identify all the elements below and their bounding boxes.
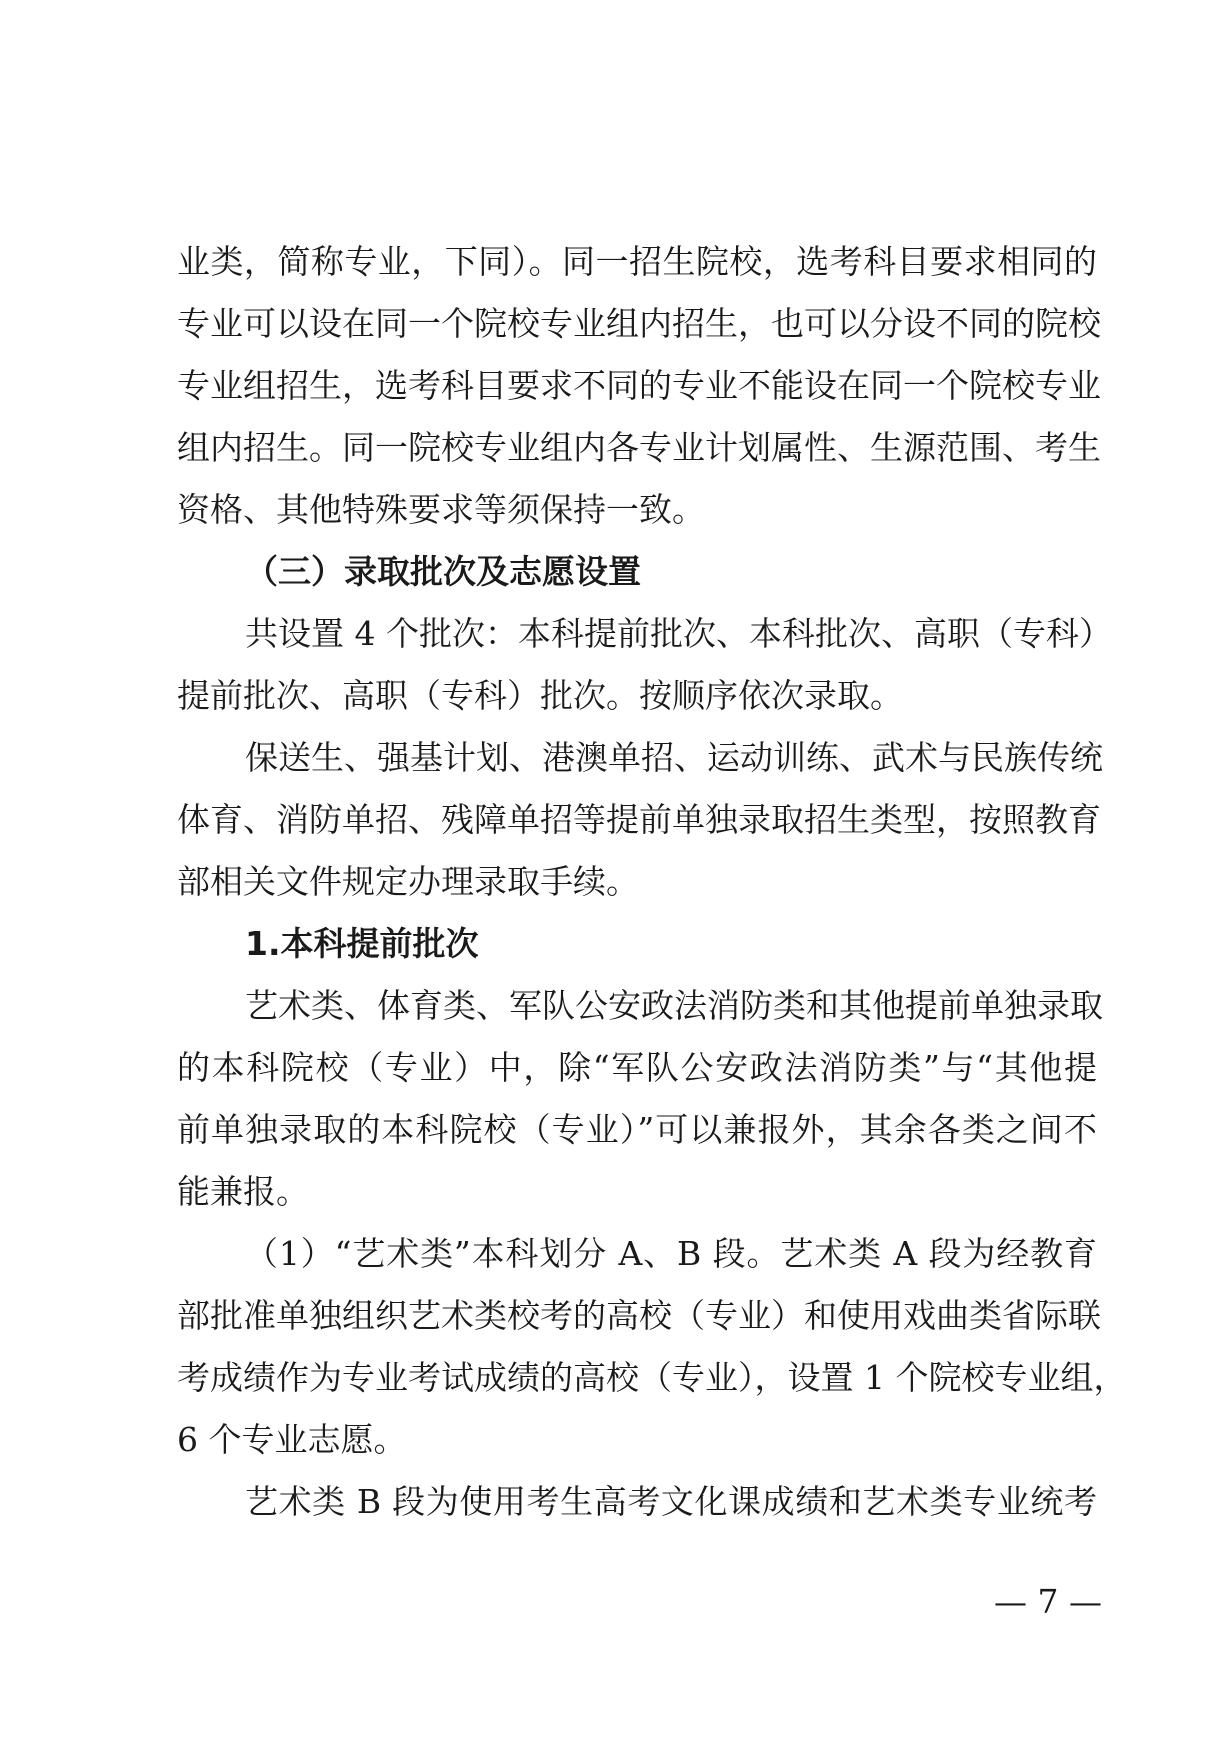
paragraph-line: 组内招生。同一院校专业组内各专业计划属性、生源范围、考生 xyxy=(177,428,1101,467)
paragraph-line: （1）“艺术类”本科划分 A、B 段。艺术类 A 段为经教育 xyxy=(245,1234,1098,1273)
paragraph-line: 体育、消防单招、残障单招等提前单独录取招生类型，按照教育 xyxy=(177,800,1101,839)
paragraph-line: 提前批次、高职（专科）批次。按顺序依次录取。 xyxy=(177,676,903,715)
paragraph-line: 前单独录取的本科院校（专业）”可以兼报外，其余各类之间不 xyxy=(177,1110,1097,1149)
subsection-heading: 1.本科提前批次 xyxy=(245,924,479,963)
paragraph-line: 艺术类、体育类、军队公安政法消防类和其他提前单独录取 xyxy=(245,986,1103,1025)
paragraph-line: 资格、其他特殊要求等须保持一致。 xyxy=(177,490,705,529)
paragraph-line: 的本科院校（专业）中，除“军队公安政法消防类”与“其他提 xyxy=(177,1048,1097,1087)
page-number: — 7 — xyxy=(994,1582,1102,1621)
paragraph-line: 专业可以设在同一个院校专业组内招生，也可以分设不同的院校 xyxy=(177,304,1101,343)
paragraph-line: 艺术类 B 段为使用考生高考文化课成绩和艺术类专业统考 xyxy=(245,1482,1097,1521)
section-heading: （三）录取批次及志愿设置 xyxy=(245,552,641,591)
paragraph-line: 部相关文件规定办理录取手续。 xyxy=(177,862,639,901)
paragraph-line: 业类，简称专业，下同）。同一招生院校，选考科目要求相同的 xyxy=(177,242,1097,281)
paragraph-line: 能兼报。 xyxy=(177,1172,309,1211)
paragraph-line: 考成绩作为专业考试成绩的高校（专业），设置 1 个院校专业组， xyxy=(177,1358,1127,1397)
paragraph-line: 6 个专业志愿。 xyxy=(177,1420,407,1459)
paragraph-line: 保送生、强基计划、港澳单招、运动训练、武术与民族传统 xyxy=(245,738,1103,777)
paragraph-line: 专业组招生，选考科目要求不同的专业不能设在同一个院校专业 xyxy=(177,366,1101,405)
paragraph-line: 部批准单独组织艺术类校考的高校（专业）和使用戏曲类省际联 xyxy=(177,1296,1101,1335)
paragraph-line: 共设置 4 个批次：本科提前批次、本科批次、高职（专科） xyxy=(245,614,1112,653)
